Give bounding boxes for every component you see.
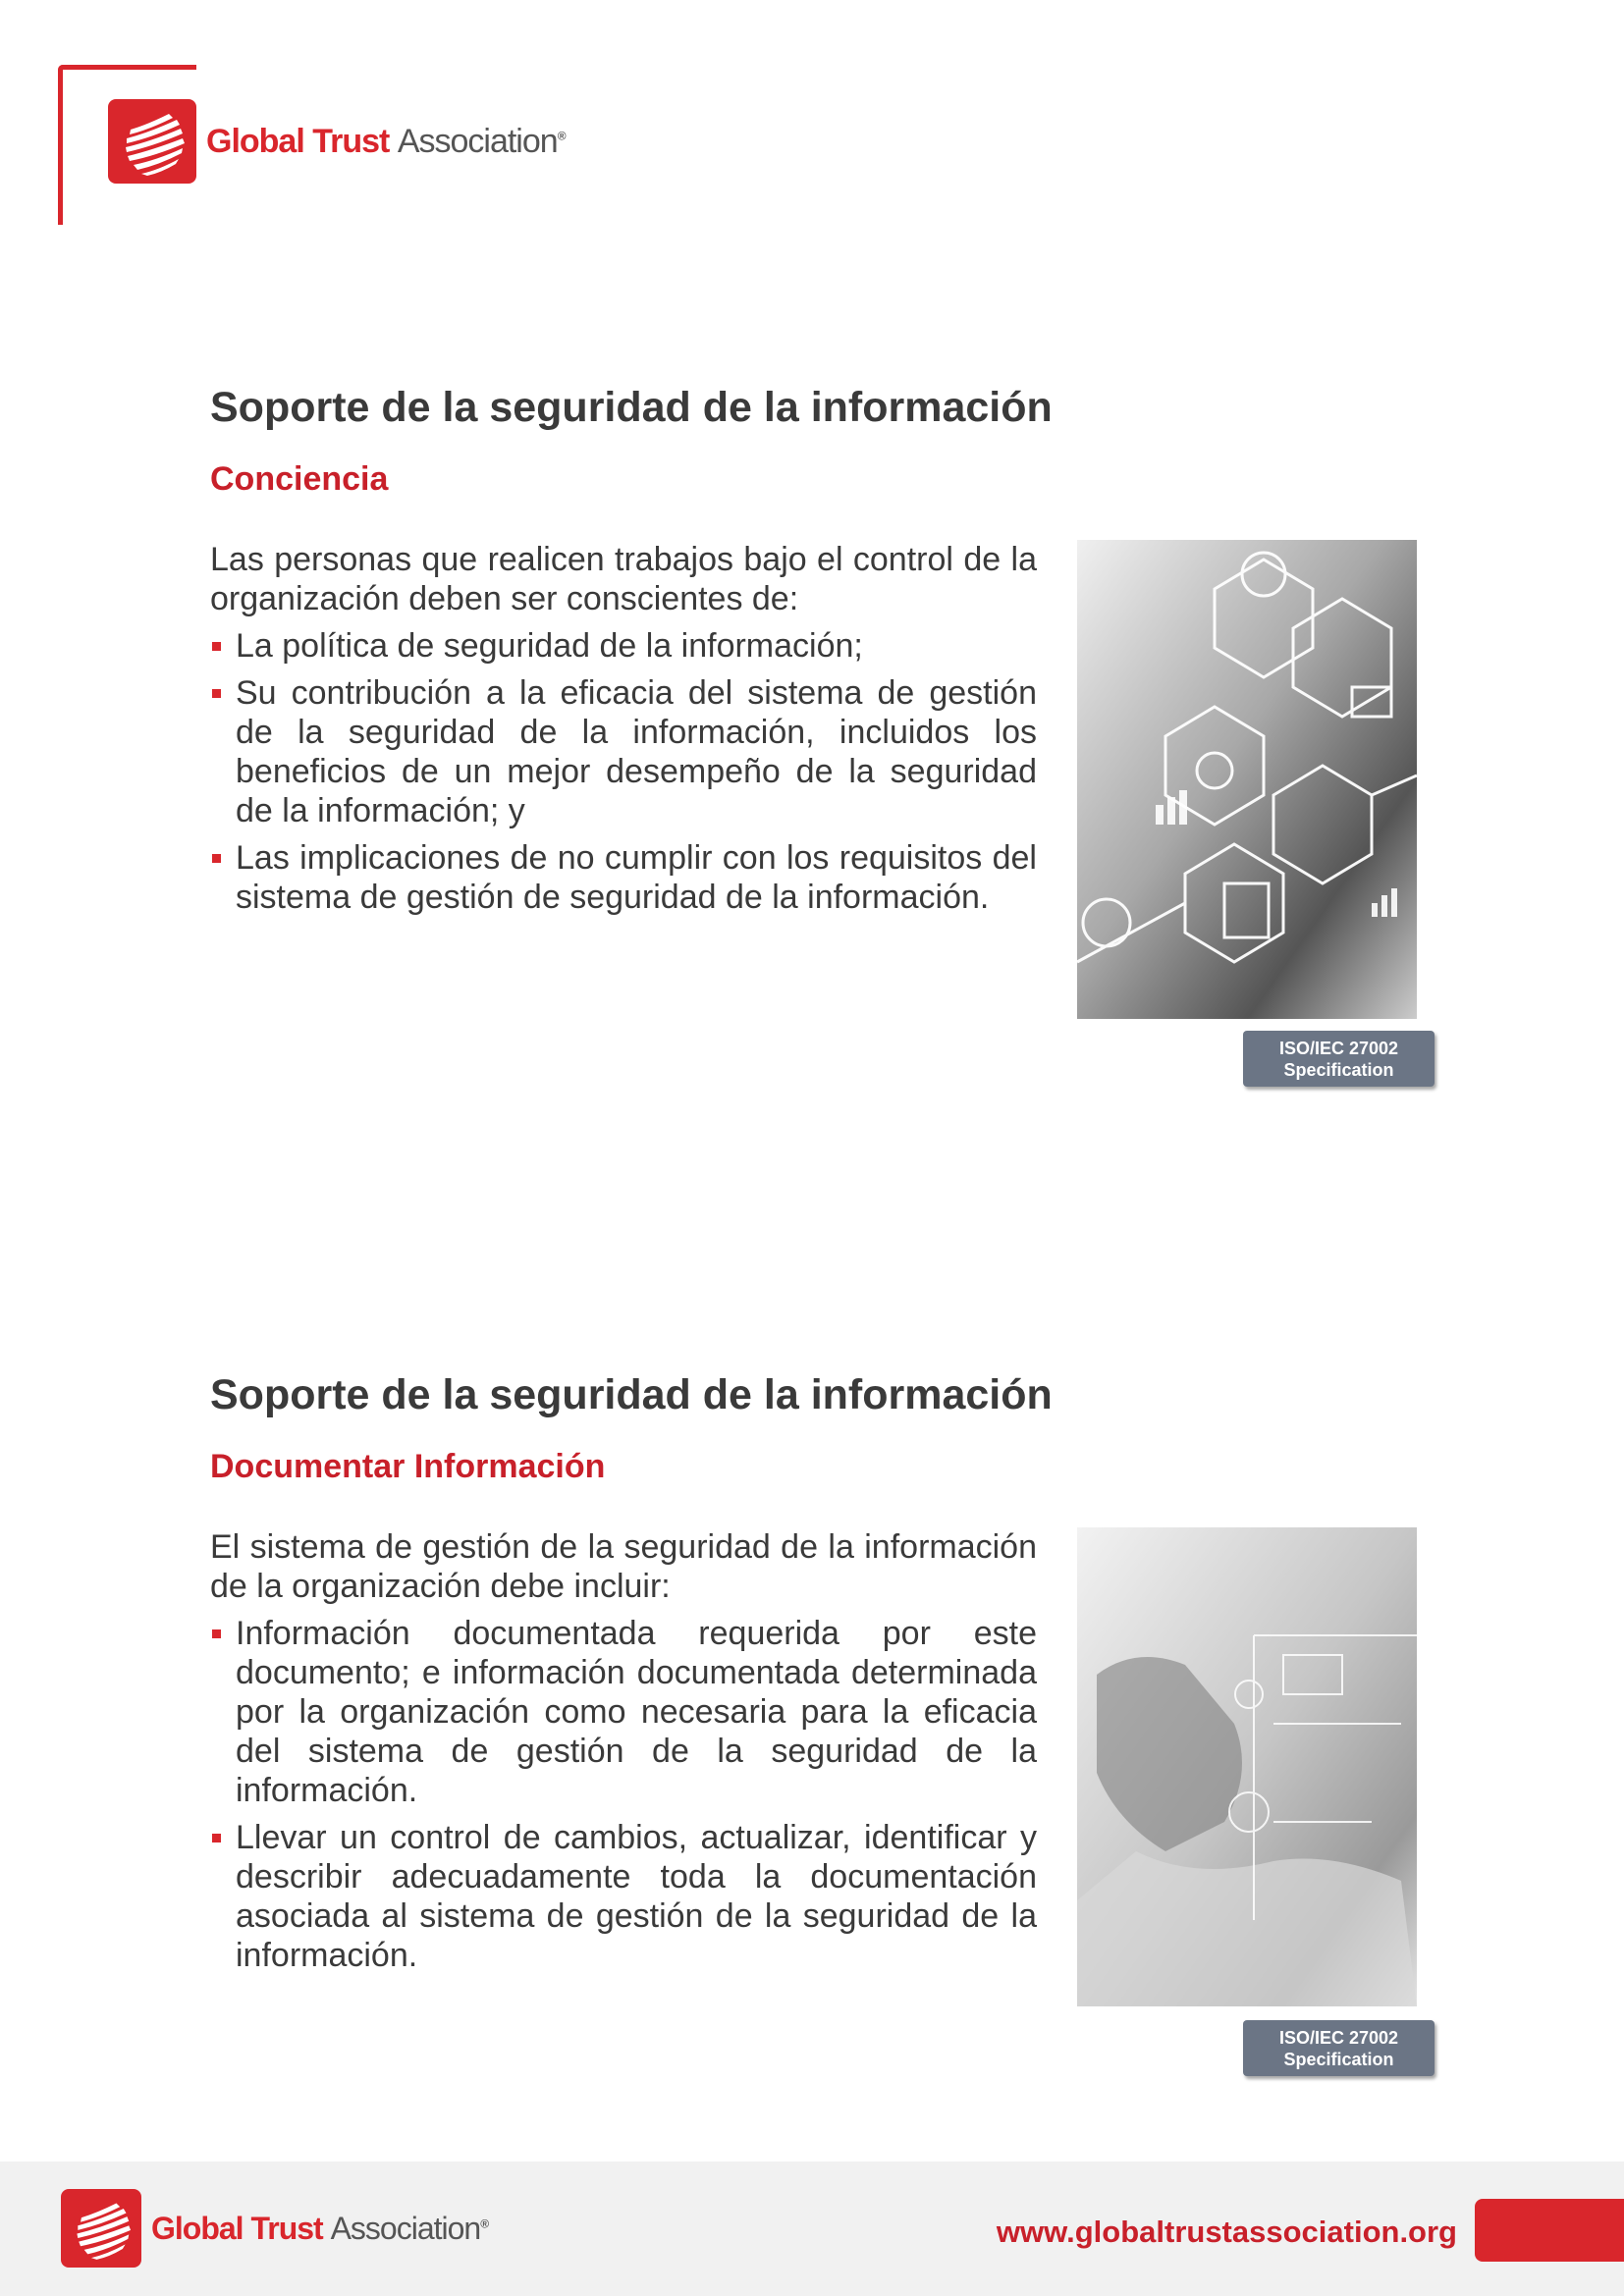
- page-footer: [0, 2162, 1624, 2296]
- touchscreen-photo: [1077, 1527, 1417, 2006]
- section-body: [210, 1527, 1037, 1983]
- brand-name: [151, 2211, 488, 2247]
- header-corner-horizontal: [58, 65, 196, 70]
- list-item: Llevar un control de cambios, actualizar, identificar y describir adecuadamente toda la documentación asociada al sistema de gestión de la seguridad de la información.: [210, 1818, 1037, 1975]
- website-link[interactable]: www.globaltrustassociation.org: [996, 2215, 1457, 2249]
- brand-name-part2: Association: [397, 122, 558, 160]
- footer-accent-bar: [1475, 2199, 1624, 2262]
- brand-name-part2: Association: [330, 2210, 481, 2246]
- badge-line1: ISO/IEC 27002: [1278, 2027, 1399, 2048]
- iso-badge: [1243, 1031, 1435, 1087]
- badge-line2: Specification: [1283, 1059, 1394, 1080]
- brand-name: [206, 123, 566, 161]
- list-item: Su contribución a la eficacia del sistema de gestión de la seguridad de la información, incluidos los beneficios de un mejor desempeño de la seguridad de la información; y: [210, 673, 1037, 830]
- registered-mark: ®: [557, 129, 566, 143]
- globe-logo-icon: [108, 99, 196, 184]
- infographic-photo: [1077, 540, 1417, 1019]
- section-intro: Las personas que realicen trabajos bajo el control de la organización deben ser conscientes de:: [210, 541, 1037, 617]
- section-body: [210, 540, 1037, 925]
- list-item: La política de seguridad de la información;: [210, 626, 1037, 666]
- section-title: Soporte de la seguridad de la información: [210, 384, 1053, 431]
- section-intro: El sistema de gestión de la seguridad de la información de la organización debe incluir:: [210, 1528, 1037, 1605]
- globe-logo-icon: [61, 2189, 141, 2268]
- footer-logo: [61, 2189, 488, 2268]
- bullet-list: [210, 1614, 1037, 1975]
- brand-name-part1: Global Trust: [151, 2210, 323, 2246]
- badge-line1: ISO/IEC 27002: [1278, 1038, 1399, 1058]
- section-subtitle: Documentar Información: [210, 1447, 606, 1485]
- list-item: Información documentada requerida por este documento; e información documentada determinada por la organización como necesaria para la eficacia del sistema de gestión de la seguridad de la información.: [210, 1614, 1037, 1810]
- section-title: Soporte de la seguridad de la información: [210, 1371, 1053, 1418]
- section-conciencia: [210, 383, 1487, 1099]
- iso-badge: [1243, 2020, 1435, 2076]
- section-subtitle: Conciencia: [210, 459, 389, 498]
- section-documentar: [210, 1370, 1487, 2087]
- bullet-list: [210, 626, 1037, 917]
- header-logo: [108, 99, 566, 184]
- brand-name-part1: Global Trust: [206, 122, 390, 160]
- registered-mark: ®: [480, 2216, 489, 2230]
- header-corner-vertical: [58, 65, 63, 225]
- list-item: Las implicaciones de no cumplir con los requisitos del sistema de gestión de seguridad de la información.: [210, 838, 1037, 917]
- badge-line2: Specification: [1283, 2049, 1394, 2069]
